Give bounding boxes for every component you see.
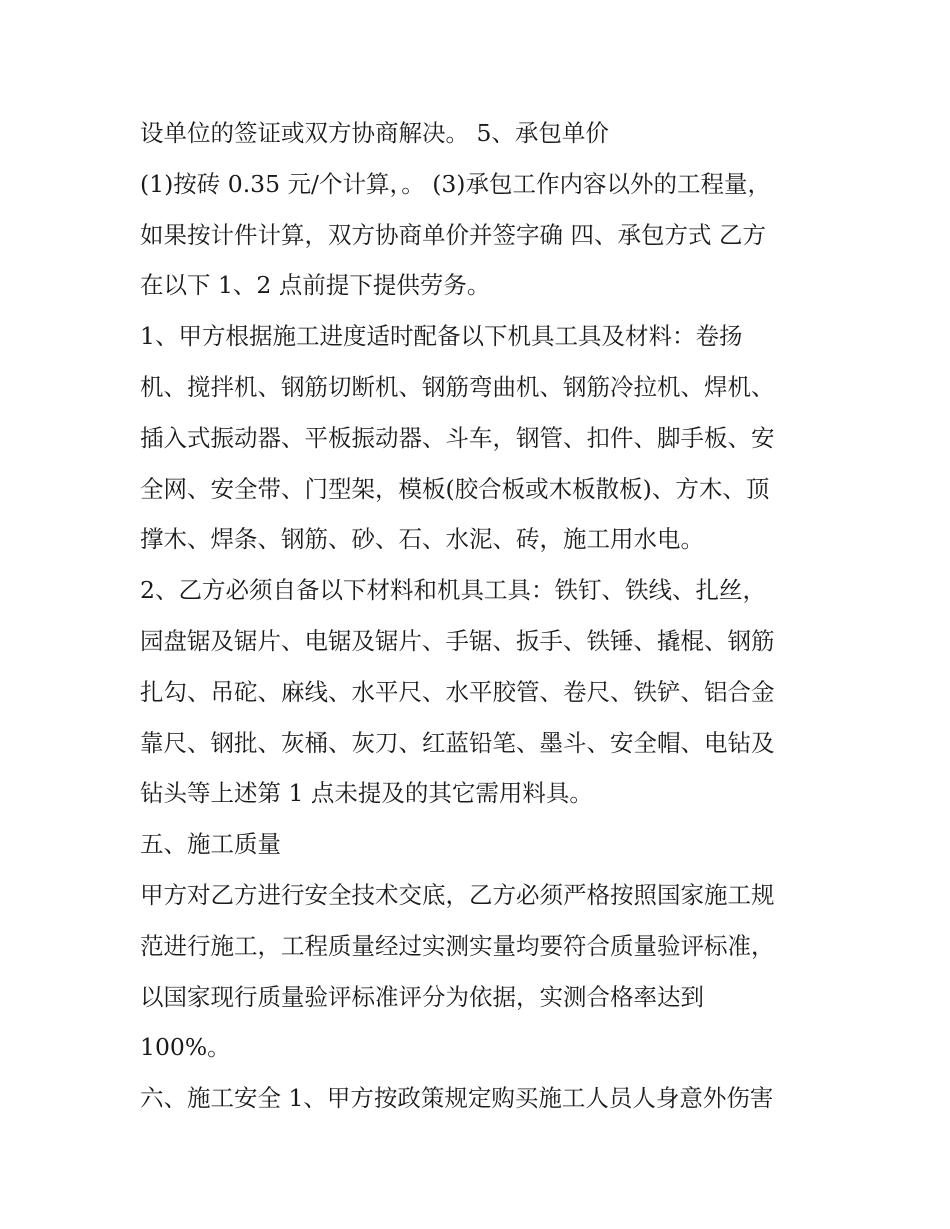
document-body	[140, 108, 820, 1124]
text-line: 2、乙方必须自备以下材料和机具工具：铁钉、铁线、扎丝，	[140, 576, 766, 605]
text-line: 靠尺、钢批、灰桶、灰刀、红蓝铅笔、墨斗、安全帽、电钻及	[140, 728, 775, 757]
text-line: 全网、安全带、门型架，模板(胶合板或木板散板)、方木、顶	[140, 474, 770, 503]
text-line: (1)按砖 0.35 元/个计算，。 (3)承包工作内容以外的工程量，	[140, 169, 771, 198]
text-line: 以国家现行质量验评标准评分为依据，实测合格率达到	[140, 982, 704, 1011]
text-line: 机、搅拌机、钢筋切断机、钢筋弯曲机、钢筋冷拉机、焊机、	[140, 372, 775, 401]
text-line: 1、甲方根据施工进度适时配备以下机具工具及材料：卷扬	[140, 322, 743, 351]
text-line: 园盘锯及锯片、电锯及锯片、手锯、扳手、铁锤、撬棍、钢筋	[140, 626, 775, 655]
text-line: 插入式振动器、平板振动器、斗车，钢管、扣件、脚手板、安	[140, 423, 775, 452]
text-line: 扎勾、吊砣、麻线、水平尺、水平胶管、卷尺、铁铲、铝合金	[140, 677, 775, 706]
text-line: 范进行施工，工程质量经过实测实量均要符合质量验评标准，	[140, 931, 775, 960]
text-line: 在以下 1、2 点前提下提供劳务。	[140, 271, 491, 300]
text-line: 撑木、焊条、钢筋、砂、石、水泥、砖，施工用水电。	[140, 525, 704, 554]
text-line: 六、施工安全 1、甲方按政策规定购买施工人员人身意外伤害	[140, 1084, 774, 1113]
text-line: 如果按计件计算，双方协商单价并签字确 四、承包方式 乙方	[140, 220, 766, 249]
section-heading: 五、施工质量	[140, 830, 281, 859]
text-line: 甲方对乙方进行安全技术交底，乙方必须严格按照国家施工规	[140, 880, 775, 909]
text-line: 100%。	[140, 1033, 231, 1062]
text-line: 设单位的签证或双方协商解决。 5、承包单价	[140, 119, 609, 147]
text-line: 钻头等上述第 1 点未提及的其它需用料具。	[140, 779, 593, 808]
